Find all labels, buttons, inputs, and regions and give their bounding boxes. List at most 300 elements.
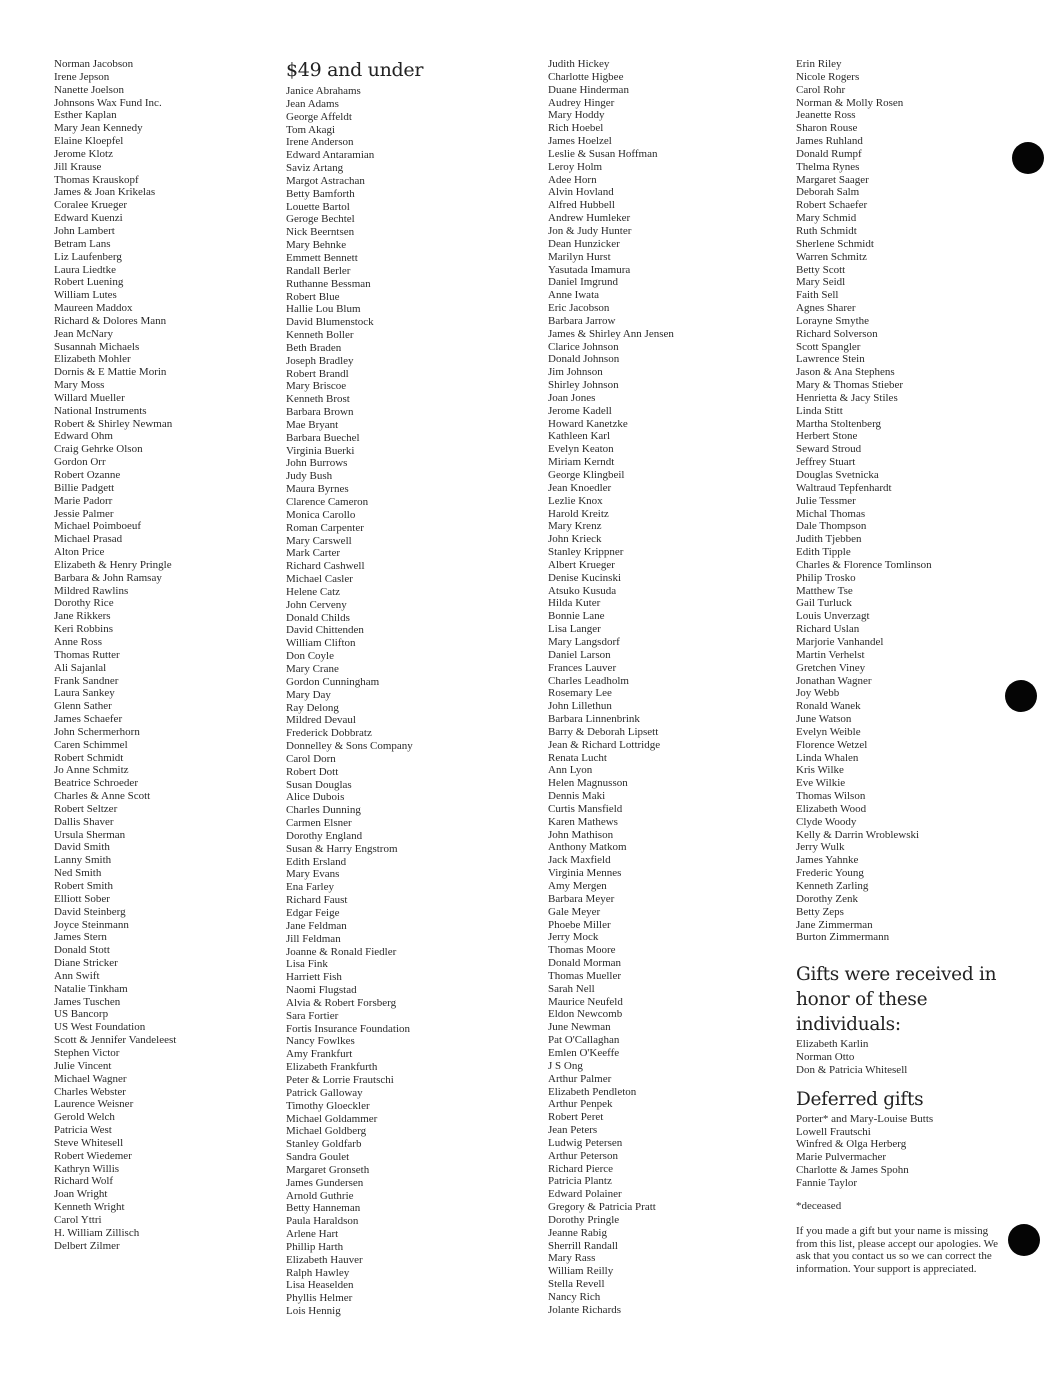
deferred-gifts-list [796,1113,1032,1190]
list-item: John Cerveny [286,598,347,611]
list-item: Judith Tjebben [796,533,862,546]
list-item: Frederick Dobbratz [286,727,372,740]
list-item: Irene Jepson [54,70,110,83]
list-item: John Burrows [286,457,348,470]
list-item: Monica Carollo [286,508,356,521]
list-item: Mary Day [286,688,331,701]
list-item: John Schermerhorn [54,725,140,738]
list-item: Seward Stroud [796,443,862,456]
list-item: Jill Feldman [286,932,341,945]
list-item: Ann Swift [54,969,100,982]
list-item: Ralph Hawley [286,1266,350,1279]
list-item: Liz Laufenberg [54,250,122,263]
list-item: Stephen Victor [54,1046,120,1059]
list-item: Billie Padgett [54,481,115,494]
list-item: John Lambert [54,224,115,237]
list-item: Stella Revell [548,1278,605,1291]
list-item: Lisa Langer [548,623,601,636]
list-item: Anne Iwata [548,289,600,302]
list-item: Michael Prasad [54,533,123,546]
list-item: Barbara Jarrow [548,314,616,327]
list-item: Arnold Guthrie [286,1189,354,1202]
list-item: Thomas Mueller [548,969,622,982]
list-item: Joyce Steinmann [54,918,129,931]
list-item: Edgar Feige [286,907,340,919]
list-item: Philip Trosko [796,571,856,584]
list-item: Judy Bush [286,470,333,483]
list-item: Michael Goldberg [286,1125,367,1138]
list-item: Alfred Hubbell [548,199,615,212]
list-item: Dorothy Pringle [548,1213,620,1226]
list-item: Elizabeth Frankfurth [286,1061,378,1074]
list-item: Keri Robbins [54,623,113,636]
donor-column-1 [54,58,269,1252]
list-item: Ray Delong [286,701,339,714]
list-item: Marjorie Vanhandel [796,635,884,648]
list-item: Carmen Elsner [286,817,352,830]
list-item: Johnsons Wax Fund Inc. [54,96,162,109]
list-item: Jim Johnson [548,366,603,379]
list-item: Kenneth Zarling [796,880,869,892]
list-item: William Reilly [548,1265,614,1278]
list-item: Margot Astrachan [286,174,365,187]
list-item: H. William Zillisch [54,1226,140,1239]
list-item: Carol Rohr [796,83,846,96]
list-item: Richard Pierce [548,1162,614,1175]
list-item: Phillip Harth [286,1240,344,1253]
list-item: Mildred Devaul [286,714,356,727]
list-item: Joanne & Ronald Fiedler [286,945,397,958]
list-item: Ludwig Petersen [548,1136,623,1149]
list-item: Jolante Richards [548,1303,622,1316]
list-item: Sara Fortier [286,1009,339,1022]
list-item: Barbara Brown [286,406,354,419]
donor-list [796,58,1032,944]
list-item: Miriam Kerndt [548,456,615,469]
list-item: Helene Catz [286,585,341,598]
list-item: Alton Price [54,546,105,559]
list-item: Betty Hanneman [286,1202,361,1215]
list-item: Jean Adams [286,97,339,110]
list-item: Elizabeth Pendleton [548,1085,637,1098]
list-item: Evelyn Weible [796,725,861,738]
list-item: Marilyn Hurst [548,250,611,263]
list-item: Richard Faust [286,894,348,907]
list-item: Sharon Rouse [796,122,858,135]
list-item: Laura Sankey [54,687,115,700]
list-item: Bonnie Lane [548,610,605,623]
list-item: Beth Braden [286,341,342,354]
list-item: June Newman [548,1021,611,1034]
list-item: Maura Byrnes [286,483,349,496]
list-item: Donald Childs [286,611,350,624]
donor-list [286,85,526,1318]
list-item: David Steinberg [54,905,126,918]
list-item: James Ruhland [796,135,863,148]
list-item: Kelly & Darrin Wroblewski [796,828,920,841]
list-item: Harold Kreitz [548,507,609,520]
list-item: Gretchen Viney [796,661,866,674]
list-item: Robert Seltzer [54,802,118,815]
list-item: Jerome Kadell [548,404,612,417]
list-item: Delbert Zilmer [54,1239,120,1252]
list-item: Jeffrey Stuart [796,456,856,469]
list-item: Mary Langsdorf [548,635,620,648]
list-item: Fortis Insurance Foundation [286,1022,411,1035]
list-item: Joan Wright [54,1188,108,1201]
list-item: Marie Padorr [54,494,113,507]
list-item: Thomas Rutter [54,648,120,661]
list-item: Charles Dunning [286,804,361,817]
list-item: Clyde Woody [796,815,857,828]
list-item: Gordon Cunningham [286,675,380,688]
list-item: Eve Wilkie [796,777,846,790]
list-item: Dorothy Rice [54,597,114,610]
list-item: Carol Dorn [286,752,336,765]
list-item: Albert Krueger [548,558,615,571]
list-item: Atsuko Kusuda [548,584,617,597]
list-item: Glenn Sather [54,700,112,713]
list-item: Jerome Klotz [54,147,113,160]
list-item: Steve Whitesell [54,1136,124,1149]
list-item: Roman Carpenter [286,521,364,534]
list-item: James & Shirley Ann Jensen [548,327,674,340]
list-item: Thomas Wilson [796,790,866,803]
list-item: Mary Rass [548,1252,596,1265]
list-item: Elizabeth & Henry Pringle [54,558,172,571]
list-item: Elizabeth Hauver [286,1253,363,1266]
list-item: Jonathan Wagner [796,674,872,687]
list-item: Richard & Dolores Mann [54,314,167,327]
list-item: Richard Cashwell [286,560,365,573]
list-item: Louis Unverzagt [796,610,870,623]
list-item: Burton Zimmermann [796,931,890,944]
list-item: Mary Carswell [286,534,352,547]
list-item: Norman & Molly Rosen [796,96,904,109]
list-item: Ursula Sherman [54,828,126,841]
list-item: Caren Schimmel [54,738,128,751]
list-item: George Affeldt [286,110,352,123]
list-item: Kathleen Karl [548,430,610,443]
list-item: Susan Douglas [286,778,352,791]
list-item: Faith Sell [796,289,839,302]
list-item: Margaret Gronseth [286,1163,370,1176]
punch-hole [1012,142,1044,174]
list-item: John Mathison [548,828,614,841]
list-item: US Bancorp [54,1008,109,1021]
list-item: Dornis & E Mattie Morin [54,366,167,379]
list-item: Mae Bryant [286,418,339,431]
list-item: Amy Frankfurt [286,1048,353,1061]
list-item: Betty Bamforth [286,187,355,200]
list-item: Elliott Sober [54,892,110,905]
list-item: Beatrice Schroeder [54,777,138,790]
list-item: Marie Pulvermacher [796,1151,887,1164]
list-item: Curtis Mansfield [548,802,623,815]
list-item: Margaret Saager [796,173,869,186]
list-item: Gale Meyer [548,905,601,918]
list-item: Dallis Shaver [54,815,114,828]
list-item: Gordon Orr [54,456,106,469]
list-item: Lisa Fink [286,958,328,971]
list-item: Robert Blue [286,290,340,303]
list-item: Tom Akagi [286,123,336,136]
list-item: Donald Morman [548,957,622,970]
list-item: Alvin Hovland [548,186,614,199]
list-item: Agnes Sharer [796,302,856,315]
list-item: June Watson [796,713,852,726]
list-item: Ruthanne Bessman [286,277,371,290]
list-item: Ena Farley [286,881,334,894]
list-item: Esther Kaplan [54,109,117,122]
donor-column-3 [548,58,783,1317]
list-item: Mary Krenz [548,520,602,533]
list-item: Gregory & Patricia Pratt [548,1201,656,1214]
list-item: J S Ong [548,1059,583,1072]
list-item: Donald Johnson [548,353,620,366]
list-item: Howard Kanetzke [548,417,628,430]
list-item: Michael Wagner [54,1072,127,1085]
list-item: Jane Rikkers [54,610,111,623]
list-item: Martha Stoltenberg [796,417,882,430]
list-item: Susan & Harry Engstrom [286,842,398,855]
list-item: Virginia Mennes [548,867,622,880]
list-item: Willard Mueller [54,391,125,404]
list-item: Barbara & John Ramsay [54,571,162,584]
list-item: Jason & Ana Stephens [796,366,895,379]
list-item: Arthur Penpek [548,1098,613,1111]
list-item: James Gundersen [286,1176,364,1189]
list-item: Barry & Deborah Lipsett [548,725,659,738]
list-item: Joseph Bradley [286,354,354,367]
list-item: Mary Evans [286,868,340,881]
list-item: Timothy Gloeckler [286,1099,370,1112]
list-item: Jeanette Ross [796,109,856,122]
donor-list [548,58,783,1317]
list-item: Lanny Smith [54,854,112,867]
list-item: Matthew Tse [796,584,853,597]
list-item: Mildred Rawlins [54,584,129,597]
list-item: Phoebe Miller [548,918,611,931]
list-item: Michael Poimboeuf [54,520,142,533]
list-item: Kris Wilke [796,764,844,777]
list-item: Janice Abrahams [286,85,361,97]
list-item: Arthur Peterson [548,1149,618,1162]
list-item: Thelma Rynes [796,160,860,173]
list-item: Alvia & Robert Forsberg [286,996,397,1009]
list-item: Robert Schmidt [54,751,124,764]
list-item: Jessie Palmer [54,507,114,520]
list-item: Lisa Heaselden [286,1279,354,1292]
honor-heading: Gifts were received in honor of these individuals: [796,964,997,1036]
list-item: Arthur Palmer [548,1072,612,1085]
list-item: Porter* and Mary-Louise Butts [796,1112,934,1125]
list-item: Mark Carter [286,547,341,560]
list-item: Dale Thompson [796,520,867,533]
list-item: Ned Smith [54,867,102,880]
list-item: Kenneth Wright [54,1201,125,1214]
section-heading-49-and-under: $49 and under [286,59,424,81]
list-item: Dean Hunzicker [548,237,620,250]
list-item: Warren Schmitz [796,250,867,263]
list-item: Gerold Welch [54,1111,115,1124]
list-item: Jerry Mock [548,931,599,944]
list-item: Renata Lucht [548,751,607,764]
list-item: Arlene Hart [286,1228,339,1241]
list-item: Emlen O'Keeffe [548,1046,620,1059]
list-item: Scott & Jennifer Vandeleest [54,1034,177,1047]
list-item: Charles Leadholm [548,674,629,687]
list-item: Mary Briscoe [286,380,347,393]
list-item: Don Coyle [286,650,334,663]
list-item: Mary & Thomas Stieber [796,379,904,392]
list-item: John Krieck [548,533,602,546]
list-item: Eric Jacobson [548,302,610,315]
list-item: Lois Hennig [286,1305,341,1318]
list-item: Robert Ozanne [54,469,121,481]
list-item: Evelyn Keaton [548,443,614,456]
list-item: Randall Berler [286,264,351,277]
list-item: Pat O'Callaghan [548,1034,620,1047]
punch-hole [1008,1224,1040,1256]
list-item: Kathryn Willis [54,1162,120,1175]
list-item: Natalie Tinkham [54,982,128,995]
list-item: Don & Patricia Whitesell [796,1063,908,1076]
list-item: Michael Casler [286,573,353,586]
closing-note: If you made a gift but your name is missing from this list, please accept our apologies. We ask that you contact us so we can correct the information. Your support is appreciated. [796,1224,999,1276]
list-item: Linda Stitt [796,404,843,417]
list-item: Julie Tessmer [796,494,856,507]
list-item: Jill Krause [54,160,102,173]
list-item: Adee Horn [548,173,597,186]
list-item: Deborah Salm [796,186,860,199]
list-item: William Lutes [54,289,117,302]
list-item: Ronald Wanek [796,700,861,713]
list-item: Virginia Buerki [286,444,355,457]
list-item: Audrey Hinger [548,96,615,109]
list-item: Julie Vincent [54,1059,112,1072]
list-item: Robert Peret [548,1111,604,1124]
list-item: Jean & Richard Lottridge [548,738,661,751]
list-item: Harriett Fish [286,971,342,984]
list-item: James Yahnke [796,854,859,867]
list-item: Betty Zeps [796,905,844,918]
list-item: Judith Hickey [548,58,610,70]
list-item: James Schaefer [54,713,123,726]
list-item: Barbara Buechel [286,431,360,444]
list-item: Elaine Kloepfel [54,135,124,148]
punch-hole [1005,680,1037,712]
list-item: Jane Feldman [286,919,347,932]
list-item: Richard Solverson [796,327,878,340]
list-item: Jean Knoedler [548,481,612,494]
list-item: Jeanne Rabig [548,1226,607,1239]
list-item: Mary Hoddy [548,109,605,122]
list-item: Norman Jacobson [54,58,134,70]
list-item: Erin Riley [796,58,842,70]
list-item: Donnelley & Sons Company [286,740,413,753]
list-item: Betram Lans [54,237,111,250]
list-item: Thomas Moore [548,944,616,957]
list-item: Laurence Weisner [54,1098,134,1111]
list-item: Edward Antaramian [286,149,375,162]
list-item: Patricia Plantz [548,1175,612,1188]
list-item: Sherrill Randall [548,1239,618,1252]
list-item: Jon & Judy Hunter [548,224,632,237]
list-item: Barbara Linnenbrink [548,713,640,726]
list-item: Herbert Stone [796,430,858,443]
deceased-note: *deceased [796,1199,842,1212]
list-item: Karen Mathews [548,815,618,828]
list-item: Laura Liedtke [54,263,116,276]
donor-column-2 [286,58,526,1318]
list-item: Denise Kucinski [548,571,622,584]
list-item: Jack Maxfield [548,854,611,867]
list-item: Linda Whalen [796,751,859,764]
list-item: Frederic Young [796,867,864,880]
list-item: Nanette Joelson [54,83,124,96]
list-item: Richard Wolf [54,1175,114,1188]
list-item: Gail Turluck [796,597,852,610]
list-item: Leroy Holm [548,160,603,173]
list-item: Charles & Florence Tomlinson [796,558,932,571]
list-item: Edith Tipple [796,546,851,559]
list-item: James Hoelzel [548,135,612,148]
donor-column-4 [796,58,1032,1276]
list-item: Nicole Rogers [796,70,860,83]
list-item: Lawrence Stein [796,353,865,366]
list-item: Robert Brandl [286,367,349,380]
list-item: David Smith [54,841,110,854]
list-item: Kenneth Brost [286,393,350,406]
list-item: Robert Schaefer [796,199,868,212]
list-item: Louette Bartol [286,200,350,213]
list-item: Coralee Krueger [54,199,127,212]
list-item: Daniel Imgrund [548,276,618,289]
list-item: Winfred & Olga Herberg [796,1138,907,1151]
list-item: Michal Thomas [796,507,866,520]
list-item: Diane Stricker [54,957,118,970]
list-item: Nick Beerntsen [286,226,355,239]
list-item: Barbara Meyer [548,892,615,905]
list-item: David Chittenden [286,624,364,637]
list-item: Hallie Lou Blum [286,303,361,316]
list-item: Andrew Humleker [548,212,631,225]
list-item: Frank Sandner [54,674,119,687]
list-item: US West Foundation [54,1021,146,1034]
list-item: Emmett Bennett [286,251,358,264]
list-item: Rosemary Lee [548,687,612,700]
list-item: Dorothy Zenk [796,892,859,905]
list-item: Yasutada Imamura [548,263,631,276]
list-item: Phyllis Helmer [286,1292,353,1305]
list-item: Elizabeth Karlin [796,1038,869,1051]
list-item: Martin Verhelst [796,648,865,661]
list-item: Stanley Goldfarb [286,1138,362,1151]
list-item: Ruth Schmidt [796,224,857,237]
list-item: Kenneth Boller [286,329,354,342]
list-item: Clarence Cameron [286,496,369,508]
list-item: Mary Schmid [796,212,857,225]
list-item: National Instruments [54,404,147,417]
list-item: Dorothy England [286,829,363,842]
list-item: Betty Scott [796,263,846,276]
list-item: Mary Jean Kennedy [54,122,143,135]
list-item: Robert Luening [54,276,124,289]
list-item: Edward Polainer [548,1188,622,1201]
list-item: Duane Hinderman [548,83,629,96]
list-item: Sherlene Schmidt [796,237,874,250]
